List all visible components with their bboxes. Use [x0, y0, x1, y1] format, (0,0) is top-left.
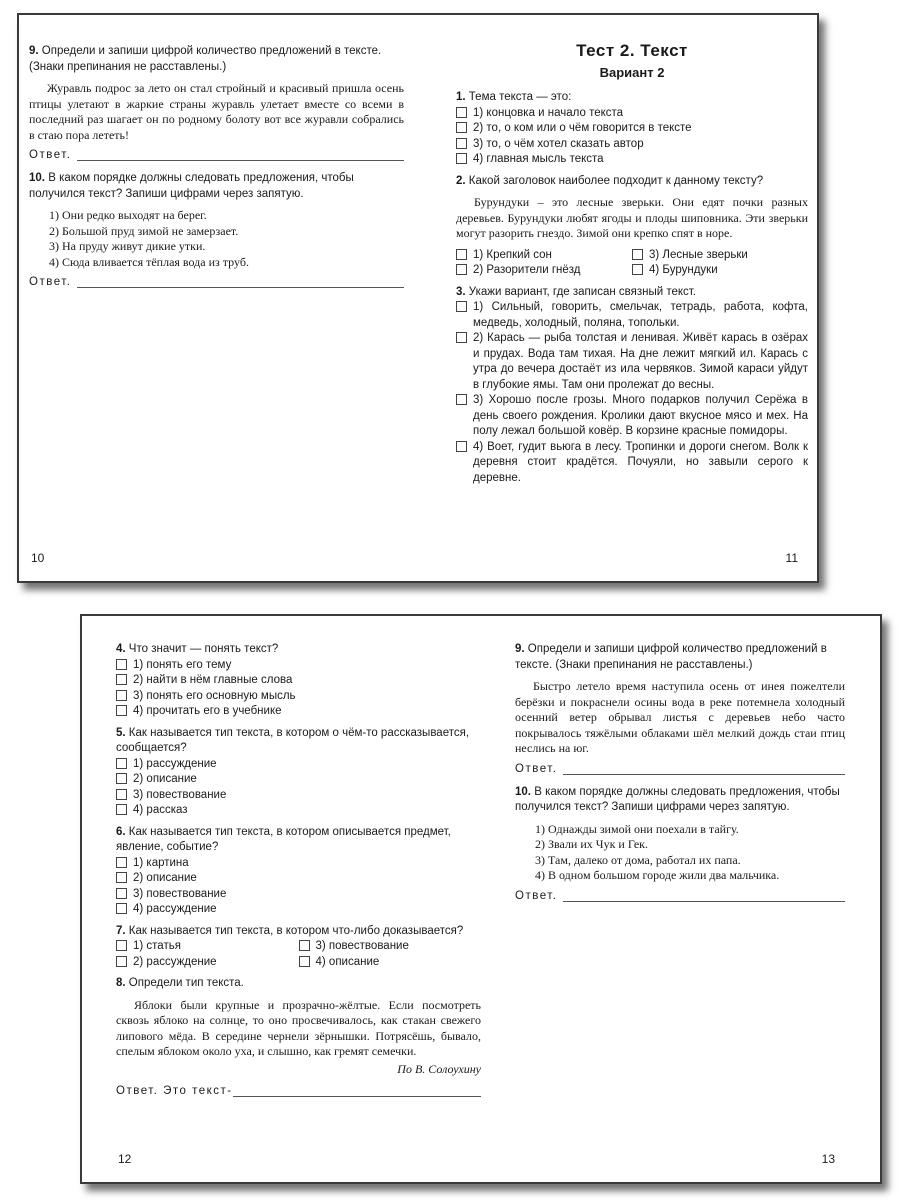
option[interactable] [116, 772, 481, 788]
page-number: 11 [785, 551, 798, 565]
option-label: 4) прочитать его в учебнике [133, 705, 282, 717]
question-8 [116, 976, 481, 992]
question-7 [116, 924, 481, 940]
options-list [116, 757, 481, 819]
answer-line[interactable] [29, 276, 404, 288]
list-item: 1) Они редко выходят на берег. [49, 208, 207, 222]
options-grid [116, 939, 481, 970]
question-text: В каком порядке должны следовать предложения, чтобы получился текст? Запиши цифрами через запятую. [515, 785, 840, 813]
question-text: В каком порядке должны следовать предложения, чтобы получился текст? Запиши цифрами через запятую. [29, 172, 354, 200]
answer-line[interactable] [116, 1085, 481, 1097]
question-5 [116, 726, 481, 757]
question-number: 3. [456, 285, 466, 298]
option-label: 1) Крепкий сон [473, 248, 552, 261]
checkbox[interactable] [456, 264, 467, 275]
option[interactable] [116, 704, 481, 720]
question-number: 5. [116, 726, 126, 739]
page-11 [456, 15, 808, 581]
checkbox[interactable] [456, 332, 467, 343]
checkbox[interactable] [456, 107, 467, 118]
options-list [116, 856, 481, 918]
answer-label: Ответ. [29, 276, 72, 288]
option[interactable] [456, 248, 632, 264]
question-4 [116, 642, 481, 658]
option-label: 3) повествование [315, 940, 409, 952]
variant-title: Вариант 2 [599, 65, 665, 80]
option-label: 4) рассказ [133, 804, 188, 816]
page-number: 12 [118, 1152, 132, 1166]
option[interactable] [116, 871, 481, 887]
passage: Бурундуки – это лесные зверьки. Они едят почки разных деревьев. Бурундуки любят ягоды и плоды шиповника. Эти зверьки могут разорить гнездо. Зимой они крепко спят в норе. [456, 195, 808, 240]
question-number: 9. [29, 45, 39, 57]
option[interactable] [456, 263, 632, 279]
checkbox[interactable] [116, 804, 127, 815]
spread-pages-10-11 [17, 13, 819, 583]
option-label: 1) концовка и начало текста [473, 106, 624, 119]
answer-line[interactable] [515, 763, 845, 775]
option-label: 2) рассуждение [133, 955, 217, 968]
option[interactable] [632, 248, 808, 264]
page-number: 10 [31, 551, 45, 565]
option[interactable] [116, 939, 299, 955]
option-label: 2) то, о ком или о чём говорится в тексте [473, 122, 692, 134]
checkbox[interactable] [116, 773, 127, 784]
option-label: 2) Карась — рыба толстая и ленивая. Живёт карась в озёрах и прудах. Вода там тихая. На дне лежит мягкий ил. Карась с утра до вечера достаёт из ила червяков. Зимой караси уйдут в глубокие ямы. Там они пролежат до весны. [473, 332, 808, 391]
question-number: 7. [116, 924, 126, 937]
question-10 [515, 785, 845, 816]
option-label: 2) описание [133, 872, 197, 884]
option[interactable] [116, 902, 481, 918]
question-9 [29, 44, 404, 75]
question-text: Укажи вариант, где записан связный текст. [468, 285, 696, 298]
option-label: 4) рассуждение [133, 903, 217, 915]
option-label: 1) рассуждение [133, 757, 217, 770]
option[interactable] [116, 955, 299, 971]
question-text: Определи тип текста. [128, 977, 244, 989]
option[interactable] [456, 137, 808, 153]
checkbox[interactable] [116, 674, 127, 685]
option[interactable] [456, 106, 808, 122]
page-12 [116, 616, 481, 1182]
checkbox[interactable] [456, 122, 467, 133]
list-item: 1) Однажды зимой они поехали в тайгу. [535, 821, 739, 836]
checkbox[interactable] [116, 903, 127, 914]
checkbox[interactable] [456, 153, 467, 164]
option[interactable] [456, 152, 808, 168]
option[interactable] [116, 658, 481, 674]
answer-label: Ответ. Это текст- [116, 1084, 233, 1097]
option-label: 1) картина [133, 856, 189, 869]
question-number: 6. [116, 825, 126, 838]
list-item: 3) На пруду живут дикие утки. [49, 239, 206, 253]
checkbox[interactable] [456, 301, 467, 312]
checkbox[interactable] [632, 264, 643, 275]
question-9 [515, 642, 845, 673]
checkbox[interactable] [116, 705, 127, 716]
checkbox[interactable] [456, 138, 467, 149]
list-item: 4) Сюда вливается тёплая вода из труб. [49, 254, 249, 269]
checkbox[interactable] [116, 659, 127, 670]
question-6 [116, 825, 481, 856]
question-number: 10. [515, 785, 531, 798]
option[interactable] [116, 803, 481, 819]
checkbox[interactable] [116, 956, 127, 967]
question-3 [456, 285, 808, 301]
option-label: 4) описание [315, 955, 380, 968]
options-list [456, 106, 808, 168]
question-number: 10. [29, 172, 45, 184]
option-label: 3) Хорошо после грозы. Много подарков получил Серёжа в день своего рождения. Кролики дают вкусное мясо и мех. На полу лежал большой ковёр. В корзине красные помидоры. [473, 394, 808, 437]
option[interactable] [456, 393, 808, 440]
spread-pages-12-13 [80, 614, 882, 1184]
option-label: 4) Бурундуки [649, 264, 718, 276]
option-label: 3) Лесные зверьки [649, 248, 748, 261]
passage: Журавль подрос за лето он стал стройный и красивый пришла осень птицы улетают в жаркие страны журавль улетает вместе со всеми в последний раз шагает он по родному болоту вот все журавли собрались в стаю пора лететь! [29, 81, 404, 142]
option-label: 3) понять его основную мысль [133, 689, 296, 702]
sentence-list [29, 208, 404, 270]
list-item: 2) Большой пруд зимой не замерзает. [49, 223, 239, 238]
option[interactable] [632, 263, 808, 279]
question-number: 8. [116, 977, 126, 989]
checkbox[interactable] [116, 758, 127, 769]
checkbox[interactable] [116, 872, 127, 883]
test-title: Тест 2. Текст [576, 41, 688, 60]
option[interactable] [116, 856, 481, 872]
option-label: 2) Разорители гнёзд [473, 264, 581, 276]
question-text: Как называется тип текста, в котором о чём-то рассказывается, сообщается? [116, 726, 470, 754]
option-label: 4) Воет, гудит вьюга в лесу. Тропинки и дороги снегом. Волк к деревня стоит крадётся. Почуяли, но завыли серого к деревне. [473, 440, 808, 484]
option-label: 1) Сильный, говорить, смельчак, тетрадь, работа, кофта, медведь, холодный, поляна, топольки. [473, 301, 808, 329]
option[interactable] [116, 673, 481, 689]
checkbox[interactable] [632, 249, 643, 260]
passage-author: По В. Солоухину [397, 1061, 481, 1076]
question-number: 1. [456, 91, 466, 103]
sentence-list [515, 822, 845, 884]
answer-label: Ответ. [515, 889, 558, 902]
answer-line[interactable] [515, 890, 845, 902]
passage: Яблоки были крупные и прозрачно-жёлтые. Если посмотреть сквозь яблоко на солнце, то оно просвечивалось, как стакан свежего липового мёда. В середине чернели зёрнышки. Потрясёшь, бывало, спелым яблоком около уха, и слышно, как гремят семечки. [116, 997, 481, 1058]
checkbox[interactable] [116, 690, 127, 701]
option[interactable] [456, 331, 808, 393]
question-text: Как называется тип текста, в котором что-либо доказывается? [128, 924, 464, 937]
answer-label: Ответ. [29, 149, 72, 161]
options-grid [456, 248, 808, 279]
question-2 [456, 174, 808, 190]
checkbox[interactable] [456, 394, 467, 405]
options-list [456, 300, 808, 486]
option[interactable] [116, 689, 481, 705]
option[interactable] [116, 887, 481, 903]
option[interactable] [116, 757, 481, 773]
list-item: 4) В одном большом городе жили два мальчика. [535, 868, 780, 882]
passage: Быстро летело время наступила осень от инея пожелтели берёзки и покраснели осины вода в реке потемнела холодный осенний ветер обрывал листья с деревьев небо часто покрывалось тяжёлыми облаками шёл мелкий дождь стаи птиц неслись на юг. [515, 679, 845, 755]
option-label: 2) найти в нём главные слова [133, 674, 293, 686]
list-item: 3) Там, далеко от дома, работал их папа. [535, 852, 741, 867]
answer-line[interactable] [29, 149, 404, 161]
page-number: 13 [821, 1152, 835, 1166]
question-text: Определи и запиши цифрой количество предложений в тексте. (Знаки препинания не расставлены.) [29, 45, 382, 73]
checkbox[interactable] [116, 789, 127, 800]
option[interactable] [116, 788, 481, 804]
question-10 [29, 171, 404, 202]
checkbox[interactable] [456, 249, 467, 260]
answer-label: Ответ. [515, 762, 558, 775]
question-text: Определи и запиши цифрой количество предложений в тексте. (Знаки препинания не расставлены.) [515, 643, 827, 671]
question-text: Какой заголовок наиболее подходит к данному тексту? [468, 174, 764, 187]
option[interactable] [299, 939, 482, 955]
option-label: 3) повествование [133, 788, 227, 801]
checkbox[interactable] [116, 940, 127, 951]
page-10 [29, 15, 404, 581]
question-number: 2. [456, 174, 466, 187]
checkbox[interactable] [456, 441, 467, 452]
option[interactable] [299, 955, 482, 971]
question-text: Что значит — понять текст? [128, 643, 279, 655]
list-item: 2) Звали их Чук и Гек. [535, 837, 649, 851]
option-label: 1) статья [133, 940, 181, 952]
checkbox[interactable] [299, 956, 310, 967]
question-number: 9. [515, 643, 525, 655]
checkbox[interactable] [116, 857, 127, 868]
checkbox[interactable] [299, 940, 310, 951]
option[interactable] [456, 440, 808, 487]
option-label: 2) описание [133, 773, 197, 785]
option[interactable] [456, 121, 808, 137]
option[interactable] [456, 300, 808, 331]
question-text: Тема текста — это: [468, 91, 572, 103]
option-label: 4) главная мысль текста [473, 153, 604, 165]
checkbox[interactable] [116, 888, 127, 899]
question-1 [456, 90, 808, 106]
option-label: 3) повествование [133, 887, 227, 900]
options-list [116, 658, 481, 720]
option-label: 3) то, о чём хотел сказать автор [473, 137, 644, 150]
page-13 [515, 616, 845, 1182]
question-text: Как называется тип текста, в котором описывается предмет, явление, событие? [116, 825, 451, 853]
question-number: 4. [116, 643, 126, 655]
option-label: 1) понять его тему [133, 658, 232, 671]
